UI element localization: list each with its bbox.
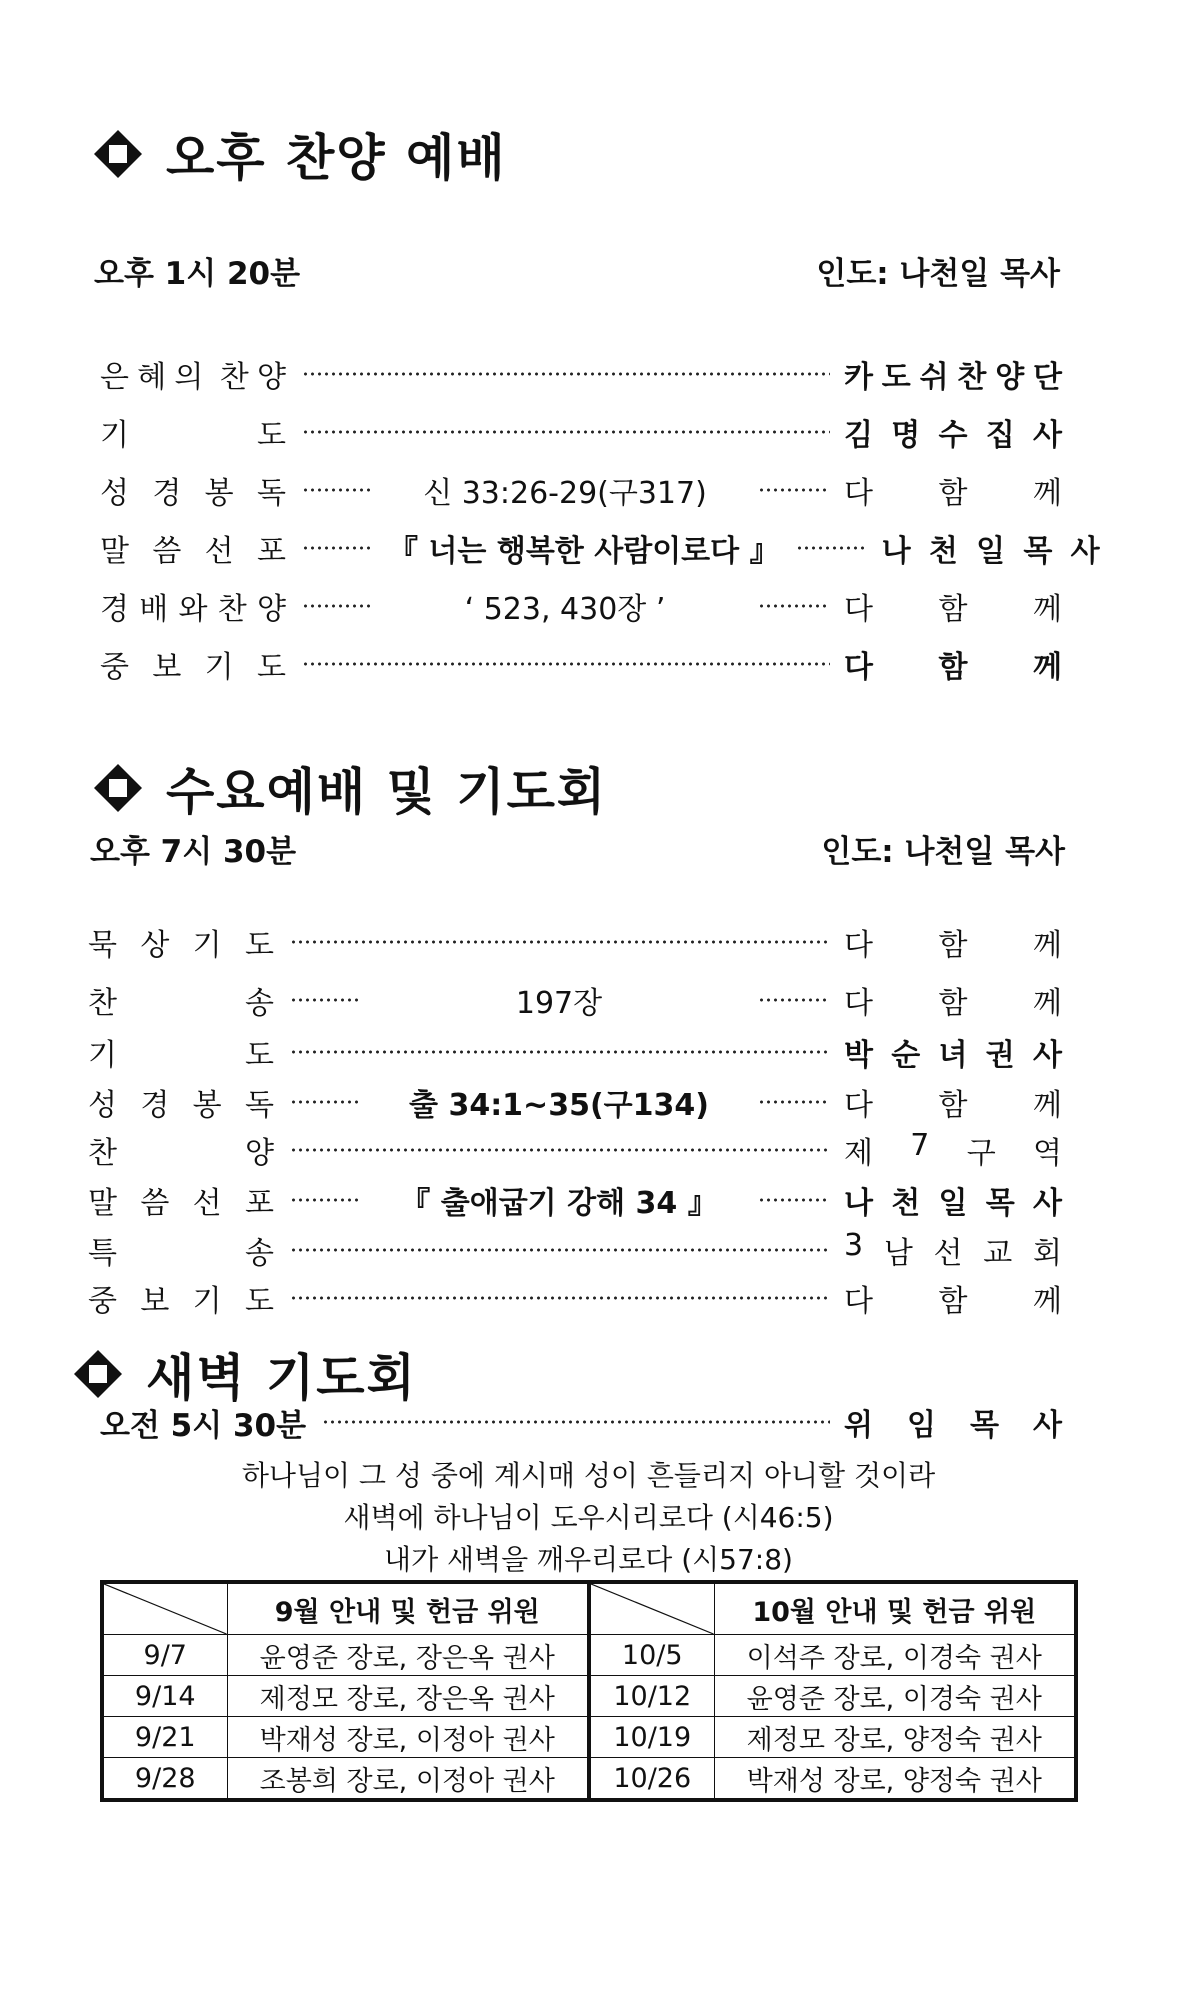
program-item-row [88, 978, 1062, 1022]
person-char: 사 [1033, 1186, 1062, 1221]
names-cell: 조봉희 장로, 이정아 권사 [227, 1758, 589, 1801]
label-char: 기 [204, 650, 234, 685]
label-char: 성 [100, 476, 129, 511]
leader-dots [302, 603, 374, 609]
date-cell: 10/19 [589, 1717, 714, 1758]
program-item-detail: 신 33:26-29(구317) [423, 476, 707, 511]
program-item-label [88, 1128, 274, 1172]
person-char: 다 [844, 476, 873, 511]
person-char: 께 [1033, 1284, 1062, 1319]
program-item-row [88, 1276, 1062, 1320]
program-item-person [844, 978, 1062, 1022]
program-item-label [88, 1080, 274, 1124]
person-char: 사 [1033, 1038, 1062, 1073]
section-title-afternoon [92, 118, 507, 190]
label-char: 봉 [204, 476, 234, 511]
label-char: 찬 [88, 1136, 117, 1171]
person-char: 목 [1023, 534, 1053, 569]
person-char: 일 [938, 1186, 968, 1221]
leader-dots [290, 1147, 830, 1153]
section-title-text: 오후 찬양 예배 [166, 129, 507, 187]
scripture-line-2: 새벽에 하나님이 도우시리로다 (시46:5) [343, 1501, 834, 1534]
program-item-label [88, 920, 274, 964]
program-item-row [88, 1228, 1062, 1272]
scripture-line-1: 하나님이 그 성 중에 계시매 성이 흔들리지 아니할 것이라 [241, 1459, 936, 1492]
label-char: 양 [245, 1136, 274, 1171]
label-char: 보 [140, 1284, 170, 1319]
label-char: 기 [100, 418, 129, 453]
leader-char: 사 [1033, 1408, 1062, 1443]
label-char: 선 [204, 534, 234, 569]
label-char: 선 [192, 1186, 222, 1221]
program-item-row [100, 410, 1062, 454]
person-char: 함 [938, 650, 968, 685]
leader-dots [322, 1419, 830, 1425]
person-char: 권 [985, 1038, 1015, 1073]
program-item-label [100, 584, 286, 628]
service-leader: 인도: 나천일 목사 [816, 256, 1060, 292]
usher-offering-roster-table [100, 1580, 1078, 1802]
label-char: 도 [245, 1038, 274, 1073]
person-char: 양 [995, 360, 1025, 395]
leader-char: 임 [907, 1408, 936, 1443]
program-item-detail: 『 출애굽기 강해 34 』 [400, 1186, 718, 1221]
label-char: 성 [88, 1088, 117, 1123]
person-char: 찬 [957, 360, 987, 395]
person-char: 7 [910, 1128, 930, 1163]
label-char: 도 [244, 928, 274, 963]
program-item-detail: ‘ 523, 430장 ’ [464, 592, 666, 627]
diamond-bullet-icon [92, 128, 144, 180]
diagonal-corner-cell [589, 1582, 714, 1635]
person-char: 단 [1032, 360, 1062, 395]
label-char: 송 [245, 986, 274, 1021]
service-leader: 인도: 나천일 목사 [821, 834, 1065, 870]
program-item-person [844, 920, 1062, 964]
person-char: 다 [844, 650, 873, 685]
diamond-bullet-icon [92, 762, 144, 814]
label-char: 혜 [137, 360, 167, 395]
names-cell: 윤영준 장로, 장은옥 권사 [227, 1635, 589, 1676]
person-char: 함 [938, 1284, 968, 1319]
person-char: 께 [1033, 592, 1062, 627]
label-char: 배 [139, 592, 169, 627]
leader-dots [302, 661, 830, 667]
date-cell: 9/14 [102, 1676, 227, 1717]
label-char: 송 [245, 1236, 274, 1271]
person-char: 역 [1033, 1136, 1062, 1171]
person-char: 함 [938, 476, 968, 511]
person-char: 구 [966, 1136, 996, 1171]
person-char: 함 [938, 986, 968, 1021]
person-char: 사 [1070, 534, 1100, 569]
names-cell: 윤영준 장로, 이경숙 권사 [714, 1676, 1076, 1717]
names-cell: 박재성 장로, 이정아 권사 [227, 1717, 589, 1758]
program-item-person [844, 1030, 1062, 1074]
program-item-label [100, 526, 286, 570]
label-char: 중 [100, 650, 129, 685]
leader-dots [290, 1049, 830, 1055]
person-char: 일 [976, 534, 1006, 569]
person-char: 께 [1033, 476, 1062, 511]
program-item-label [100, 642, 286, 686]
scripture-line-3: 내가 새벽을 깨우리로다 (시57:8) [384, 1543, 793, 1576]
label-char: 중 [88, 1284, 117, 1319]
leader-char: 위 [844, 1408, 873, 1443]
table-row [102, 1676, 1076, 1717]
date-cell: 9/21 [102, 1717, 227, 1758]
person-char: 사 [1033, 418, 1062, 453]
label-char: 말 [88, 1186, 117, 1221]
person-char: 순 [891, 1038, 921, 1073]
program-item-label [88, 1178, 274, 1222]
program-item-detail: 197장 [515, 986, 603, 1021]
program-item-row [100, 468, 1062, 512]
leader-dots [290, 1099, 362, 1105]
diamond-bullet-icon [72, 1348, 124, 1400]
person-char: 나 [881, 534, 911, 569]
person-char: 다 [844, 592, 873, 627]
leader-dots [290, 1197, 362, 1203]
header-october: 10월 안내 및 헌금 위원 [714, 1582, 1076, 1635]
program-item-label [100, 468, 286, 512]
section-title-text: 새벽 기도회 [146, 1349, 417, 1407]
program-item-label [88, 1228, 274, 1272]
program-item-person [844, 468, 1062, 512]
program-item-person [844, 1080, 1062, 1124]
person-char: 3 [844, 1228, 864, 1263]
leader-dots [290, 997, 362, 1003]
label-char: 기 [192, 928, 222, 963]
person-char: 다 [844, 1088, 873, 1123]
person-char: 나 [844, 1186, 873, 1221]
label-char: 찬 [217, 592, 247, 627]
leader-dots [758, 1099, 830, 1105]
leader-dots [302, 487, 374, 493]
table-row [102, 1635, 1076, 1676]
program-item-detail: 『 너는 행복한 사람이로다 』 [388, 534, 780, 569]
person-char: 카 [844, 360, 873, 395]
program-item-person [844, 1276, 1062, 1320]
table-row [102, 1758, 1076, 1801]
leader-dots [302, 545, 374, 551]
date-cell: 10/26 [589, 1758, 714, 1801]
names-cell: 제정모 장로, 장은옥 권사 [227, 1676, 589, 1717]
diagonal-corner-cell [102, 1582, 227, 1635]
leader-dots [758, 1197, 830, 1203]
person-char: 목 [985, 1186, 1015, 1221]
person-char: 쉬 [919, 360, 949, 395]
person-char: 녀 [938, 1038, 968, 1073]
person-char: 교 [983, 1236, 1013, 1271]
date-cell: 9/7 [102, 1635, 227, 1676]
program-item-label [88, 978, 274, 1022]
person-char: 명 [891, 418, 921, 453]
label-char: 양 [256, 360, 286, 395]
date-cell: 10/12 [589, 1676, 714, 1717]
program-item-row [100, 584, 1062, 628]
label-char: 은 [100, 360, 129, 395]
label-char: 양 [257, 592, 286, 627]
program-item-label [100, 352, 286, 396]
label-char: 봉 [192, 1088, 222, 1123]
label-char: 특 [88, 1236, 117, 1271]
person-char: 회 [1032, 1236, 1062, 1271]
person-char: 도 [881, 360, 911, 395]
program-item-person [844, 1228, 1062, 1272]
label-char: 찬 [219, 360, 249, 395]
person-char: 제 [844, 1136, 873, 1171]
leader-dots [758, 487, 830, 493]
person-char: 천 [928, 534, 958, 569]
dawn-time: 오전 5시 30분 [100, 1407, 307, 1444]
section-title-text: 수요예배 및 기도회 [166, 763, 608, 821]
service-time: 오후 1시 20분 [94, 256, 301, 292]
person-char: 박 [844, 1038, 873, 1073]
person-char: 께 [1033, 928, 1062, 963]
label-char: 기 [192, 1284, 222, 1319]
table-header-row [102, 1582, 1076, 1635]
program-item-row [88, 1080, 1062, 1124]
program-item-person [844, 584, 1062, 628]
program-item-row [100, 352, 1062, 396]
label-char: 상 [140, 928, 170, 963]
names-cell: 박재성 장로, 양정숙 권사 [714, 1758, 1076, 1801]
person-char: 께 [1033, 986, 1062, 1021]
leader-dots [796, 545, 868, 551]
header-september: 9월 안내 및 헌금 위원 [227, 1582, 589, 1635]
label-char: 와 [178, 592, 208, 627]
person-char: 께 [1033, 650, 1062, 685]
names-cell: 제정모 장로, 양정숙 권사 [714, 1717, 1076, 1758]
section-title-wednesday [92, 752, 607, 824]
person-char: 선 [933, 1236, 963, 1271]
label-char: 포 [256, 534, 286, 569]
program-item-row [88, 1030, 1062, 1074]
leader-dots [290, 1295, 830, 1301]
label-char: 도 [256, 650, 286, 685]
label-char: 보 [152, 650, 182, 685]
table-row [102, 1717, 1076, 1758]
program-item-person [882, 526, 1100, 570]
service-time: 오후 7시 30분 [90, 834, 297, 870]
program-item-person [844, 352, 1062, 396]
leader-char: 목 [970, 1408, 999, 1443]
label-char: 경 [140, 1088, 170, 1123]
leader-dots [302, 429, 830, 435]
person-char: 남 [883, 1236, 913, 1271]
program-item-label [88, 1030, 274, 1074]
label-char: 도 [257, 418, 286, 453]
program-item-detail: 출 34:1~35(구134) [409, 1088, 709, 1123]
date-cell: 9/28 [102, 1758, 227, 1801]
label-char: 묵 [88, 928, 117, 963]
program-item-person [844, 410, 1062, 454]
leader-dots [758, 997, 830, 1003]
person-char: 함 [938, 1088, 968, 1123]
leader-dots [290, 939, 830, 945]
program-item-label [88, 1276, 274, 1320]
person-char: 김 [844, 418, 873, 453]
label-char: 씀 [140, 1186, 170, 1221]
person-char: 께 [1033, 1088, 1062, 1123]
person-char: 수 [938, 418, 968, 453]
program-item-row [100, 526, 1100, 570]
program-item-person [844, 642, 1062, 686]
label-char: 도 [244, 1284, 274, 1319]
person-char: 다 [844, 928, 873, 963]
program-item-row [100, 642, 1062, 686]
label-char: 의 [174, 360, 204, 395]
person-char: 다 [844, 986, 873, 1021]
person-char: 천 [891, 1186, 921, 1221]
label-char: 경 [152, 476, 182, 511]
program-item-row [88, 1178, 1062, 1222]
person-char: 집 [985, 418, 1015, 453]
program-item-person [844, 1128, 1062, 1172]
date-cell: 10/5 [589, 1635, 714, 1676]
label-char: 독 [256, 476, 286, 511]
program-item-person [844, 1178, 1062, 1222]
leader-dots [758, 603, 830, 609]
leader-dots [302, 371, 830, 377]
label-char: 독 [244, 1088, 274, 1123]
label-char: 포 [244, 1186, 274, 1221]
person-char: 함 [938, 592, 968, 627]
person-char: 함 [938, 928, 968, 963]
label-char: 기 [88, 1038, 117, 1073]
label-char: 찬 [88, 986, 117, 1021]
leader-dots [290, 1247, 830, 1253]
person-char: 다 [844, 1284, 873, 1319]
dawn-prayer-row [100, 1400, 1062, 1444]
label-char: 경 [100, 592, 129, 627]
program-item-label [100, 410, 286, 454]
label-char: 씀 [152, 534, 182, 569]
names-cell: 이석주 장로, 이경숙 권사 [714, 1635, 1076, 1676]
program-item-row [88, 1128, 1062, 1172]
program-item-row [88, 920, 1062, 964]
dawn-leader [844, 1400, 1062, 1444]
label-char: 말 [100, 534, 129, 569]
